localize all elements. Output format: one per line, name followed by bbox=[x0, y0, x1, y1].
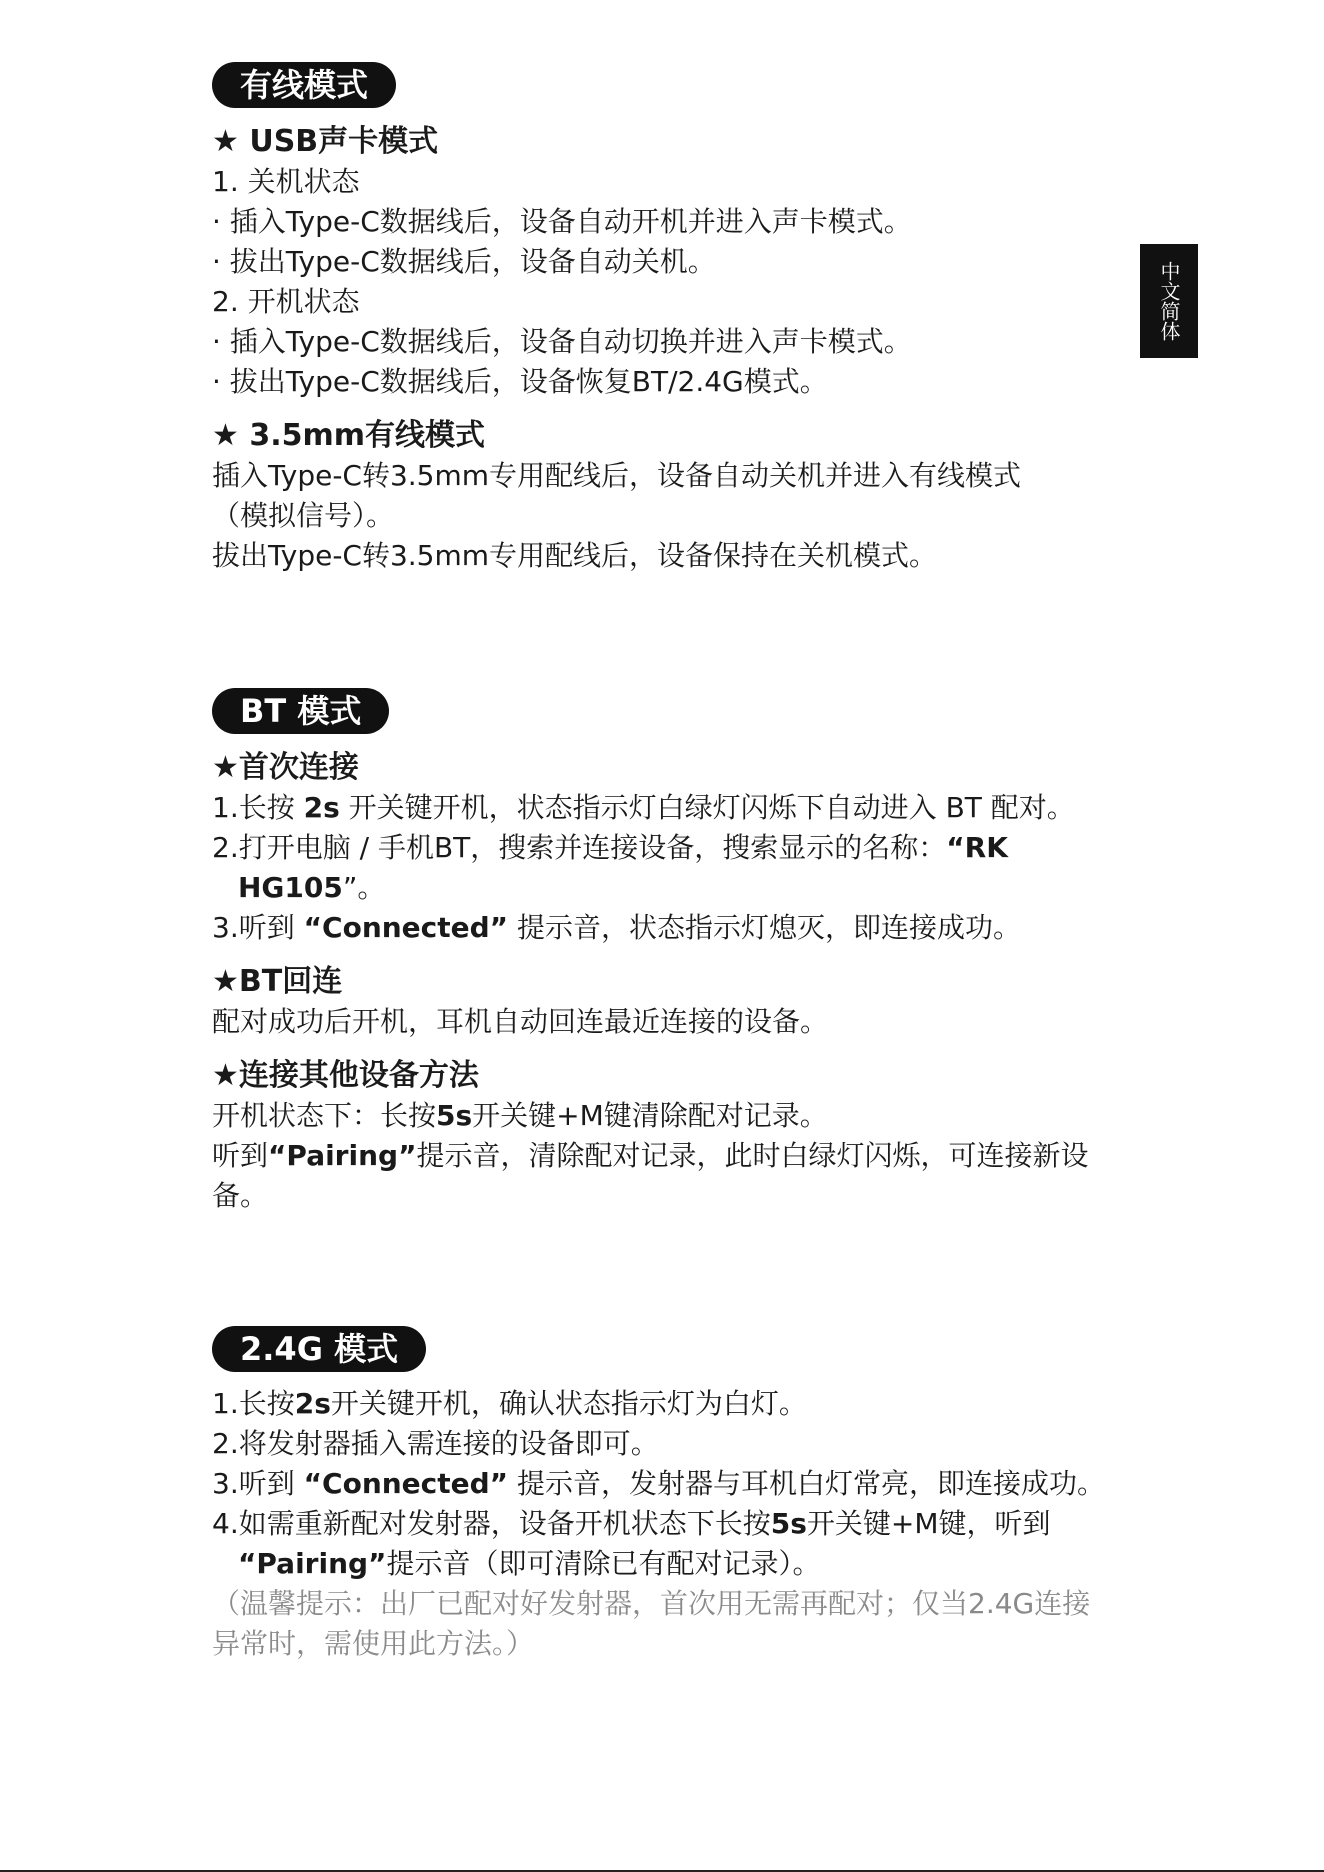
usb-on-line-1: · 插入Type-C数据线后，设备自动切换并进入声卡模式。 bbox=[212, 325, 912, 358]
bt-other-heading: ★连接其他设备方法 bbox=[212, 1058, 479, 1093]
usb-on-title: 2. 开机状态 bbox=[212, 285, 360, 318]
wired-mode-title: 有线模式 bbox=[212, 62, 396, 108]
usb-off-title: 1. 关机状态 bbox=[212, 165, 360, 198]
usb-off-line-2: · 拔出Type-C数据线后，设备自动关机。 bbox=[212, 245, 716, 278]
bt-first-line-1: 1.长按 2s 开关键开机，状态指示灯白绿灯闪烁下自动进入 BT 配对。 bbox=[212, 791, 1075, 824]
bt-first-line-2: 2.打开电脑 / 手机BT，搜索并连接设备，搜索显示的名称：“RK bbox=[212, 831, 1008, 864]
g24-note-line-2: 异常时，需使用此方法。） bbox=[212, 1627, 535, 1660]
bt-other-line-2: 听到“Pairing”提示音，清除配对记录，此时白绿灯闪烁，可连接新设 bbox=[212, 1139, 1089, 1172]
g24-line-3: 3.听到 “Connected” 提示音，发射器与耳机白灯常亮，即连接成功。 bbox=[212, 1467, 1105, 1500]
bt-reconnect-line: 配对成功后开机，耳机自动回连最近连接的设备。 bbox=[212, 1005, 829, 1038]
mm35-line-1a: 插入Type-C转3.5mm专用配线后，设备自动关机并进入有线模式 bbox=[212, 459, 1022, 492]
bt-reconnect-heading: ★BT回连 bbox=[212, 964, 343, 999]
bt-other-line-1: 开机状态下：长按5s开关键+M键清除配对记录。 bbox=[212, 1099, 828, 1132]
usb-on-line-2: · 拔出Type-C数据线后，设备恢复BT/2.4G模式。 bbox=[212, 365, 828, 398]
bt-mode-title: BT 模式 bbox=[212, 688, 389, 734]
usb-off-line-1: · 插入Type-C数据线后，设备自动开机并进入声卡模式。 bbox=[212, 205, 912, 238]
usb-mode-heading: ★ USB声卡模式 bbox=[212, 124, 439, 159]
bt-other-line-2-cont: 备。 bbox=[212, 1179, 269, 1212]
bt-mode-section bbox=[212, 688, 1132, 1216]
bt-first-heading: ★首次连接 bbox=[212, 750, 359, 785]
g24-line-4: 4.如需重新配对发射器，设备开机状态下长按5s开关键+M键，听到 bbox=[212, 1507, 1051, 1540]
language-tab[interactable] bbox=[1140, 244, 1198, 358]
g24-line-2: 2.将发射器插入需连接的设备即可。 bbox=[212, 1427, 659, 1460]
g24-note-line-1: （温馨提示：出厂已配对好发射器，首次用无需再配对；仅当2.4G连接 bbox=[212, 1587, 1091, 1620]
language-tab-label: 中文简体 bbox=[1157, 261, 1181, 341]
bt-first-line-2-cont: HG105”。 bbox=[238, 871, 386, 904]
wired-mode-section bbox=[212, 62, 1132, 576]
g24-line-4-cont: “Pairing”提示音（即可清除已有配对记录）。 bbox=[238, 1547, 821, 1580]
mm35-line-2: 拔出Type-C转3.5mm专用配线后，设备保持在关机模式。 bbox=[212, 539, 938, 572]
g24-line-1: 1.长按2s开关键开机，确认状态指示灯为白灯。 bbox=[212, 1387, 807, 1420]
mm35-line-1b: （模拟信号）。 bbox=[212, 499, 395, 532]
g24-mode-section bbox=[212, 1326, 1132, 1664]
g24-mode-title: 2.4G 模式 bbox=[212, 1326, 426, 1372]
mm35-mode-heading: ★ 3.5mm有线模式 bbox=[212, 418, 486, 453]
bt-first-line-3: 3.听到 “Connected” 提示音，状态指示灯熄灭，即连接成功。 bbox=[212, 911, 1021, 944]
